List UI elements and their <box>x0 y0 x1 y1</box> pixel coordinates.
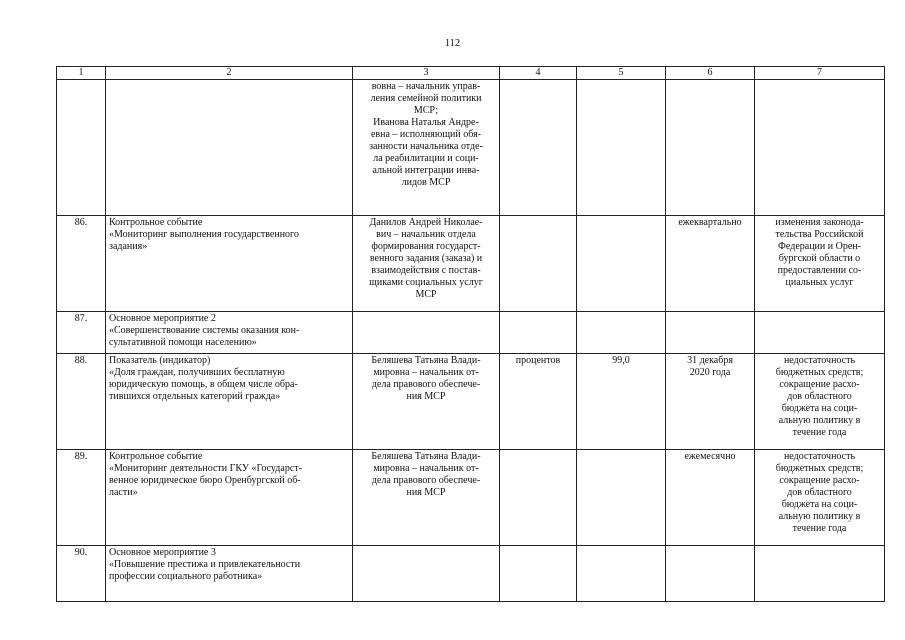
text-line: ния МСР <box>406 487 446 498</box>
text-line: Иванова Наталья Андре- <box>373 117 479 128</box>
text-line: бургской области о <box>778 253 861 264</box>
text-line: Беляшева Татьяна Влади- <box>371 451 481 462</box>
row-description <box>106 450 353 546</box>
row-number <box>57 80 106 216</box>
row-responsible <box>353 450 500 546</box>
text-line: евна – исполняющий обя- <box>370 129 482 140</box>
table-row <box>57 450 885 546</box>
text-line: занности начальника отде- <box>369 141 483 152</box>
row-responsible <box>353 354 500 450</box>
text-line: бюджета на соци- <box>781 403 858 414</box>
row-unit: процентов <box>500 354 577 450</box>
table-row <box>57 216 885 312</box>
text-line: дов областного <box>787 391 852 402</box>
text-line: Федерации и Орен- <box>778 241 861 252</box>
row-description <box>106 80 353 216</box>
text-line: тившихся отдельных категорий гражда» <box>109 391 281 402</box>
row-description <box>106 216 353 312</box>
table-row <box>57 354 885 450</box>
text-line: вич – начальник отдела <box>376 229 476 240</box>
text-line: сультативной помощи населению» <box>109 337 257 348</box>
row-value <box>577 216 666 312</box>
text-line: ла реабилитации и соци- <box>373 153 479 164</box>
text-line: «Мониторинг выполнения государственного <box>109 229 299 240</box>
row-risks <box>755 450 885 546</box>
text-line: задания» <box>109 241 148 252</box>
row-risks <box>755 354 885 450</box>
text-line: Основное мероприятие 2 <box>109 313 216 324</box>
row-deadline <box>666 450 755 546</box>
row-value <box>577 312 666 354</box>
text-line: ния МСР <box>406 391 446 402</box>
text-line: Контрольное событие <box>109 451 203 462</box>
text-line: предоставлении со- <box>777 265 862 276</box>
row-responsible <box>353 312 500 354</box>
text-line: взаимодействия с постав- <box>371 265 481 276</box>
text-line: дов областного <box>787 487 852 498</box>
text-line: 2020 года <box>689 367 731 378</box>
row-unit <box>500 450 577 546</box>
header-col-2: 2 <box>106 67 353 80</box>
row-unit <box>500 312 577 354</box>
text-line: ежемесячно <box>684 451 736 462</box>
text-line: бюджетных средств; <box>775 367 864 378</box>
text-line: юридическую помощь, в общем числе обра- <box>109 379 298 390</box>
header-col-6: 6 <box>666 67 755 80</box>
row-value <box>577 450 666 546</box>
header-col-1: 1 <box>57 67 106 80</box>
text-line: Показатель (индикатор) <box>109 355 211 366</box>
text-line: МСР; <box>413 105 439 116</box>
text-line: мировна – начальник от- <box>373 463 479 474</box>
row-number: 89. <box>57 450 106 546</box>
text-line: недостаточность <box>783 355 856 366</box>
text-line: дела правового обеспече- <box>371 379 481 390</box>
row-number: 88. <box>57 354 106 450</box>
table-row <box>57 80 885 216</box>
text-line: Беляшева Татьяна Влади- <box>371 355 481 366</box>
row-deadline <box>666 216 755 312</box>
text-line: ежеквартально <box>678 217 742 228</box>
text-line: сокращение расхо- <box>779 475 860 486</box>
text-line: 31 декабря <box>687 355 733 366</box>
text-line: «Совершенствование системы оказания кон- <box>109 325 300 336</box>
text-line: тельства Российской <box>775 229 864 240</box>
text-line: Данилов Андрей Николае- <box>369 217 483 228</box>
row-risks <box>755 546 885 602</box>
text-line: бюджета на соци- <box>781 499 858 510</box>
text-line: ласти» <box>109 487 138 498</box>
text-line: формирования государст- <box>371 241 481 252</box>
text-line: бюджетных средств; <box>775 463 864 474</box>
text-line: профессии социального работника» <box>109 571 263 582</box>
row-deadline <box>666 354 755 450</box>
text-line: венного задания (заказа) и <box>369 253 483 264</box>
row-value <box>577 80 666 216</box>
header-col-4: 4 <box>500 67 577 80</box>
text-line: альную политику в <box>778 415 861 426</box>
row-unit <box>500 80 577 216</box>
row-value <box>577 546 666 602</box>
text-line: сокращение расхо- <box>779 379 860 390</box>
text-line: МСР <box>415 289 437 300</box>
text-line: изменения законода- <box>775 217 864 228</box>
table-header-row <box>57 67 885 80</box>
text-line: Контрольное событие <box>109 217 203 228</box>
text-line: лидов МСР <box>401 177 451 188</box>
row-deadline <box>666 80 755 216</box>
header-col-3: 3 <box>353 67 500 80</box>
row-responsible <box>353 80 500 216</box>
row-description <box>106 312 353 354</box>
text-line: щиками социальных услуг <box>369 277 483 288</box>
row-responsible <box>353 216 500 312</box>
row-unit <box>500 216 577 312</box>
row-number: 86. <box>57 216 106 312</box>
text-line: ления семейной политики <box>370 93 482 104</box>
text-line: течение года <box>792 427 847 438</box>
text-line: вовна – начальник управ- <box>371 81 481 92</box>
text-line: Основное мероприятие 3 <box>109 547 216 558</box>
text-line: альной интеграции инва- <box>372 165 480 176</box>
plan-table <box>56 66 885 602</box>
table-row <box>57 312 885 354</box>
row-deadline <box>666 312 755 354</box>
row-risks <box>755 312 885 354</box>
header-col-7: 7 <box>755 67 885 80</box>
row-number: 87. <box>57 312 106 354</box>
row-number: 90. <box>57 546 106 602</box>
row-value: 99,0 <box>577 354 666 450</box>
table-row <box>57 546 885 602</box>
row-unit <box>500 546 577 602</box>
text-line: альную политику в <box>778 511 861 522</box>
text-line: мировна – начальник от- <box>373 367 479 378</box>
row-risks <box>755 216 885 312</box>
row-description <box>106 546 353 602</box>
page-number: 112 <box>444 38 461 49</box>
text-line: «Повышение престижа и привлекательности <box>109 559 301 570</box>
text-line: недостаточность <box>783 451 856 462</box>
text-line: дела правового обеспече- <box>371 475 481 486</box>
row-description <box>106 354 353 450</box>
row-deadline <box>666 546 755 602</box>
row-risks <box>755 80 885 216</box>
text-line: венное юридическое бюро Оренбургской об- <box>109 475 301 486</box>
text-line: «Доля граждан, получивших бесплатную <box>109 367 285 378</box>
text-line: «Мониторинг деятельности ГКУ «Государст- <box>109 463 302 474</box>
text-line: течение года <box>792 523 847 534</box>
header-col-5: 5 <box>577 67 666 80</box>
row-responsible <box>353 546 500 602</box>
text-line: циальных услуг <box>785 277 854 288</box>
